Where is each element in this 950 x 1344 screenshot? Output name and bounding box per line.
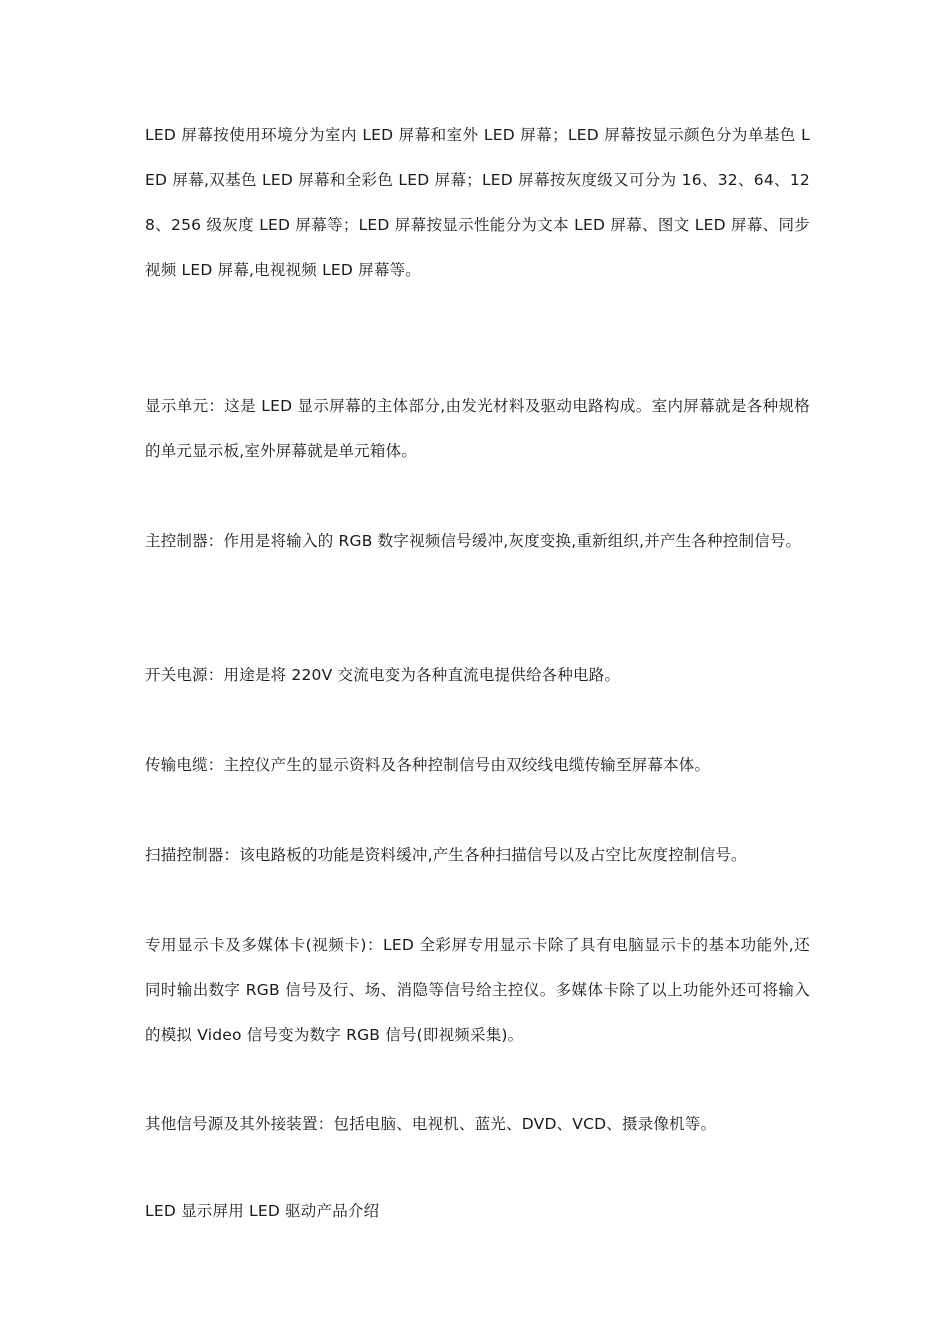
paragraph-display-unit: 显示单元：这是 LED 显示屏幕的主体部分,由发光材料及驱动电路构成。室内屏幕就是各种规格的单元显示板,室外屏幕就是单元箱体。 [145,397,810,460]
paragraph-led-screen-classification: LED 屏幕按使用环境分为室内 LED 屏幕和室外 LED 屏幕；LED 屏幕按显示颜色分为单基色 LED 屏幕,双基色 LED 屏幕和全彩色 LED 屏幕；LED 屏幕按灰度级又可分为 16、32、64、128、256 级灰度 LED 屏幕等；LED 屏幕按显示性能分为文本 LED 屏幕、图文 LED 屏幕、同步视频 LED 屏幕,电视视频 LED 屏幕等。 [145,126,810,279]
paragraph-main-controller: 主控制器：作用是将输入的 RGB 数字视频信号缓冲,灰度变换,重新组织,并产生各种控制信号。 [145,532,802,550]
paragraph-switching-power-supply: 开关电源：用途是将 220V 交流电变为各种直流电提供给各种电路。 [145,666,621,684]
paragraph-transmission-cable: 传输电缆：主控仪产生的显示资料及各种控制信号由双绞线电缆传输至屏幕本体。 [145,756,711,774]
paragraph-scan-controller: 扫描控制器：该电路板的功能是资料缓冲,产生各种扫描信号以及占空比灰度控制信号。 [145,846,747,864]
paragraph-other-signal-sources: 其他信号源及其外接装置：包括电脑、电视机、蓝光、DVD、VCD、摄录像机等。 [145,1115,717,1133]
paragraph-display-card-multimedia-card: 专用显示卡及多媒体卡(视频卡)：LED 全彩屏专用显示卡除了具有电脑显示卡的基本功能外,还同时输出数字 RGB 信号及行、场、消隐等信号给主控仪。多媒体卡除了以上功能外还可将输入的模拟 Video 信号变为数字 RGB 信号(即视频采集)。 [145,936,810,1044]
paragraph-driver-products-heading: LED 显示屏用 LED 驱动产品介绍 [145,1202,380,1220]
